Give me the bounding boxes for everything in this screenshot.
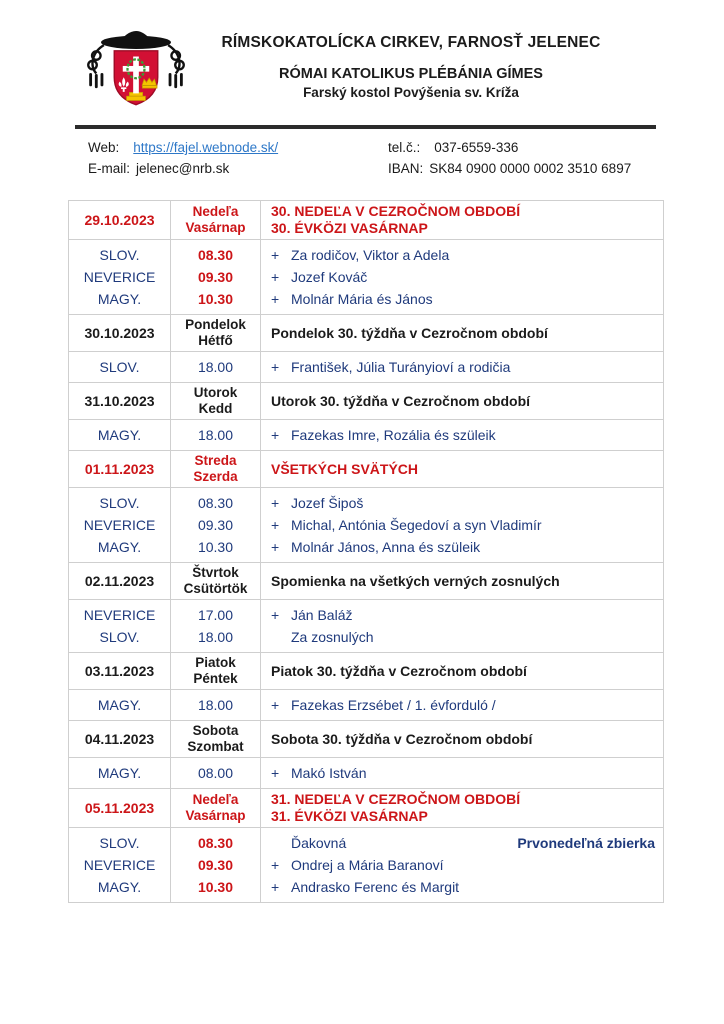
mass-place: MAGY. <box>97 427 142 443</box>
mass-rows <box>69 420 664 451</box>
mass-intention <box>261 356 663 378</box>
mass-place: MAGY. <box>97 697 142 713</box>
tel-value: 037-6559-336 <box>434 140 519 155</box>
intention-text: František, Júlia Turányioví a rodičia <box>291 359 511 375</box>
intention-text: Ďakovná <box>291 835 347 851</box>
place-cell <box>69 240 171 315</box>
place-cell <box>69 420 171 451</box>
mass-intention <box>261 492 663 514</box>
mass-place: MAGY. <box>97 879 142 895</box>
plus-sign: + <box>271 291 280 307</box>
mass-time: 18.00 <box>197 697 234 713</box>
intention-text: Andrasko Ferenc és Margit <box>291 879 460 895</box>
date-cell: 05.11.2023 <box>69 789 171 828</box>
parish-coat-of-arms-icon <box>84 24 188 124</box>
mass-rows <box>69 828 664 903</box>
mass-intention <box>261 876 663 898</box>
parish-name-hu: RÓMAI KATOLIKUS PLÉBÁNIA GÍMES <box>279 66 543 82</box>
mass-intention <box>261 762 663 784</box>
iban-value: SK84 0900 0000 0002 3510 6897 <box>429 161 632 176</box>
plus-sign: + <box>271 857 280 873</box>
place-cell <box>69 352 171 383</box>
date-cell: 04.11.2023 <box>69 721 171 758</box>
collection-note: Prvonedeľná zbierka <box>517 835 655 851</box>
mass-time: 18.00 <box>197 427 234 443</box>
date-cell: 03.11.2023 <box>69 653 171 690</box>
mass-place: MAGY. <box>97 765 142 781</box>
mass-time: 09.30 <box>197 269 234 285</box>
feast-title-cell: VŠETKÝCH SVÄTÝCH <box>261 451 664 488</box>
email-value: jelenec@nrb.sk <box>136 161 230 176</box>
mass-time: 18.00 <box>197 629 234 645</box>
day-name-cell: Piatok Péntek <box>171 653 261 690</box>
place-cell <box>69 690 171 721</box>
plus-sign: + <box>271 359 280 375</box>
date-cell: 29.10.2023 <box>69 201 171 240</box>
web-label: Web: <box>88 140 120 155</box>
mass-place: SLOV. <box>99 835 140 851</box>
header-titles <box>178 34 644 100</box>
parish-name-sk: RÍMSKOKATOLÍCKA CIRKEV, FARNOSŤ JELENEC <box>221 34 601 51</box>
mass-intention <box>261 854 663 876</box>
place-cell <box>69 600 171 653</box>
day-header-row <box>69 201 664 240</box>
plus-sign: + <box>271 607 280 623</box>
mass-time: 10.30 <box>197 879 234 895</box>
intention-text: Makó István <box>291 765 367 781</box>
plus-sign: + <box>271 539 280 555</box>
day-name-cell: Sobota Szombat <box>171 721 261 758</box>
intention-cell <box>261 828 664 903</box>
day-header-row <box>69 789 664 828</box>
day-header-row <box>69 315 664 352</box>
mass-place: MAGY. <box>97 291 142 307</box>
mass-time: 10.30 <box>197 291 234 307</box>
plus-sign: + <box>271 765 280 781</box>
mass-place: NEVERICE <box>83 269 156 285</box>
mass-intention <box>261 514 663 536</box>
date-cell: 30.10.2023 <box>69 315 171 352</box>
time-cell <box>171 420 261 451</box>
feast-title-cell: 31. NEDEĽA V CEZROČNOM OBDOBÍ 31. ÉVKÖZI VASÁRNAP <box>261 789 664 828</box>
day-name-cell: Nedeľa Vasárnap <box>171 201 261 240</box>
intention-cell <box>261 600 664 653</box>
mass-place: SLOV. <box>99 247 140 263</box>
mass-rows <box>69 352 664 383</box>
mass-intention <box>261 244 663 266</box>
day-name-cell: Utorok Kedd <box>171 383 261 420</box>
mass-rows <box>69 600 664 653</box>
day-header-row <box>69 653 664 690</box>
mass-place: MAGY. <box>97 539 142 555</box>
day-header-row <box>69 451 664 488</box>
date-cell: 31.10.2023 <box>69 383 171 420</box>
day-name-cell: Nedeľa Vasárnap <box>171 789 261 828</box>
plus-sign: + <box>271 517 280 533</box>
web-link[interactable]: https://fajel.webnode.sk/ <box>133 140 279 155</box>
intention-cell <box>261 420 664 451</box>
mass-time: 08.30 <box>197 495 234 511</box>
mass-place: SLOV. <box>99 495 140 511</box>
plus-sign <box>271 832 291 854</box>
intention-cell <box>261 488 664 563</box>
intention-text: Ondrej a Mária Baranoví <box>291 857 444 873</box>
mass-intention <box>261 604 663 626</box>
feast-title-cell: Spomienka na všetkých verných zosnulých <box>261 563 664 600</box>
mass-intention <box>261 536 663 558</box>
mass-intention <box>261 694 663 716</box>
tassels-left-icon <box>91 74 102 86</box>
plus-sign: + <box>271 879 280 895</box>
intention-text: Molnár Mária és János <box>291 291 433 307</box>
time-cell <box>171 240 261 315</box>
intention-text: Ján Baláž <box>291 607 353 623</box>
mass-intention <box>261 288 663 310</box>
day-header-row <box>69 383 664 420</box>
place-cell <box>69 488 171 563</box>
time-cell <box>171 758 261 789</box>
mass-rows <box>69 690 664 721</box>
place-cell <box>69 758 171 789</box>
mass-time: 09.30 <box>197 517 234 533</box>
feast-title-cell: Utorok 30. týždňa v Cezročnom období <box>261 383 664 420</box>
day-header-row <box>69 563 664 600</box>
intention-text: Fazekas Imre, Rozália és szüleik <box>291 427 496 443</box>
mass-time: 10.30 <box>197 539 234 555</box>
date-cell: 01.11.2023 <box>69 451 171 488</box>
mass-time: 08.00 <box>197 765 234 781</box>
time-cell <box>171 600 261 653</box>
plus-sign: + <box>271 427 280 443</box>
feast-title-cell: 30. NEDEĽA V CEZROČNOM OBDOBÍ 30. ÉVKÖZI VASÁRNAP <box>261 201 664 240</box>
intention-cell <box>261 352 664 383</box>
intention-cell <box>261 758 664 789</box>
mass-rows <box>69 240 664 315</box>
mass-intention <box>261 424 663 446</box>
email-label: E-mail: <box>88 161 131 176</box>
time-cell <box>171 828 261 903</box>
mass-place: NEVERICE <box>83 857 156 873</box>
place-cell <box>69 828 171 903</box>
day-name-cell: Pondelok Hétfő <box>171 315 261 352</box>
plus-sign: + <box>271 269 280 285</box>
mass-intention <box>261 832 663 854</box>
feast-title-cell: Piatok 30. týždňa v Cezročnom období <box>261 653 664 690</box>
mass-time: 08.30 <box>197 247 234 263</box>
intention-cell <box>261 690 664 721</box>
plus-sign: + <box>271 697 280 713</box>
feast-title-cell: Pondelok 30. týždňa v Cezročnom období <box>261 315 664 352</box>
day-name-cell: Štvrtok Csütörtök <box>171 563 261 600</box>
plus-sign: + <box>271 247 280 263</box>
intention-text: Michal, Antónia Šegedoví a syn Vladimír <box>291 517 542 533</box>
date-cell: 02.11.2023 <box>69 563 171 600</box>
mass-place: SLOV. <box>99 359 140 375</box>
plus-sign: + <box>271 495 280 511</box>
mass-schedule-table <box>68 200 664 903</box>
mass-time: 09.30 <box>197 857 234 873</box>
mass-rows <box>69 488 664 563</box>
time-cell <box>171 690 261 721</box>
day-header-row <box>69 721 664 758</box>
crown-icon <box>142 78 157 88</box>
plus-sign <box>271 626 291 648</box>
iban-label: IBAN: <box>388 161 424 176</box>
header-divider <box>75 125 656 129</box>
time-cell <box>171 352 261 383</box>
time-cell <box>171 488 261 563</box>
feast-title-cell: Sobota 30. týždňa v Cezročnom období <box>261 721 664 758</box>
tel-label: tel.č.: <box>388 140 421 155</box>
intention-text: Za zosnulých <box>291 629 374 645</box>
mass-place: SLOV. <box>99 629 140 645</box>
mass-time: 08.30 <box>197 835 234 851</box>
mass-rows <box>69 758 664 789</box>
mass-time: 18.00 <box>197 359 234 375</box>
intention-text: Jozef Šipoš <box>291 495 364 511</box>
mass-time: 17.00 <box>197 607 234 623</box>
mass-place: NEVERICE <box>83 607 156 623</box>
day-name-cell: Streda Szerda <box>171 451 261 488</box>
intention-cell <box>261 240 664 315</box>
cross-icon <box>133 57 139 94</box>
intention-text: Jozef Kováč <box>291 269 368 285</box>
intention-text: Za rodičov, Viktor a Adela <box>291 247 450 263</box>
intention-text: Fazekas Erzsébet / 1. évforduló / <box>291 697 496 713</box>
mass-intention <box>261 266 663 288</box>
mass-place: NEVERICE <box>83 517 156 533</box>
intention-text: Molnár János, Anna és szüleik <box>291 539 481 555</box>
church-name: Farský kostol Povýšenia sv. Kríža <box>303 85 519 100</box>
mass-intention <box>261 626 663 648</box>
